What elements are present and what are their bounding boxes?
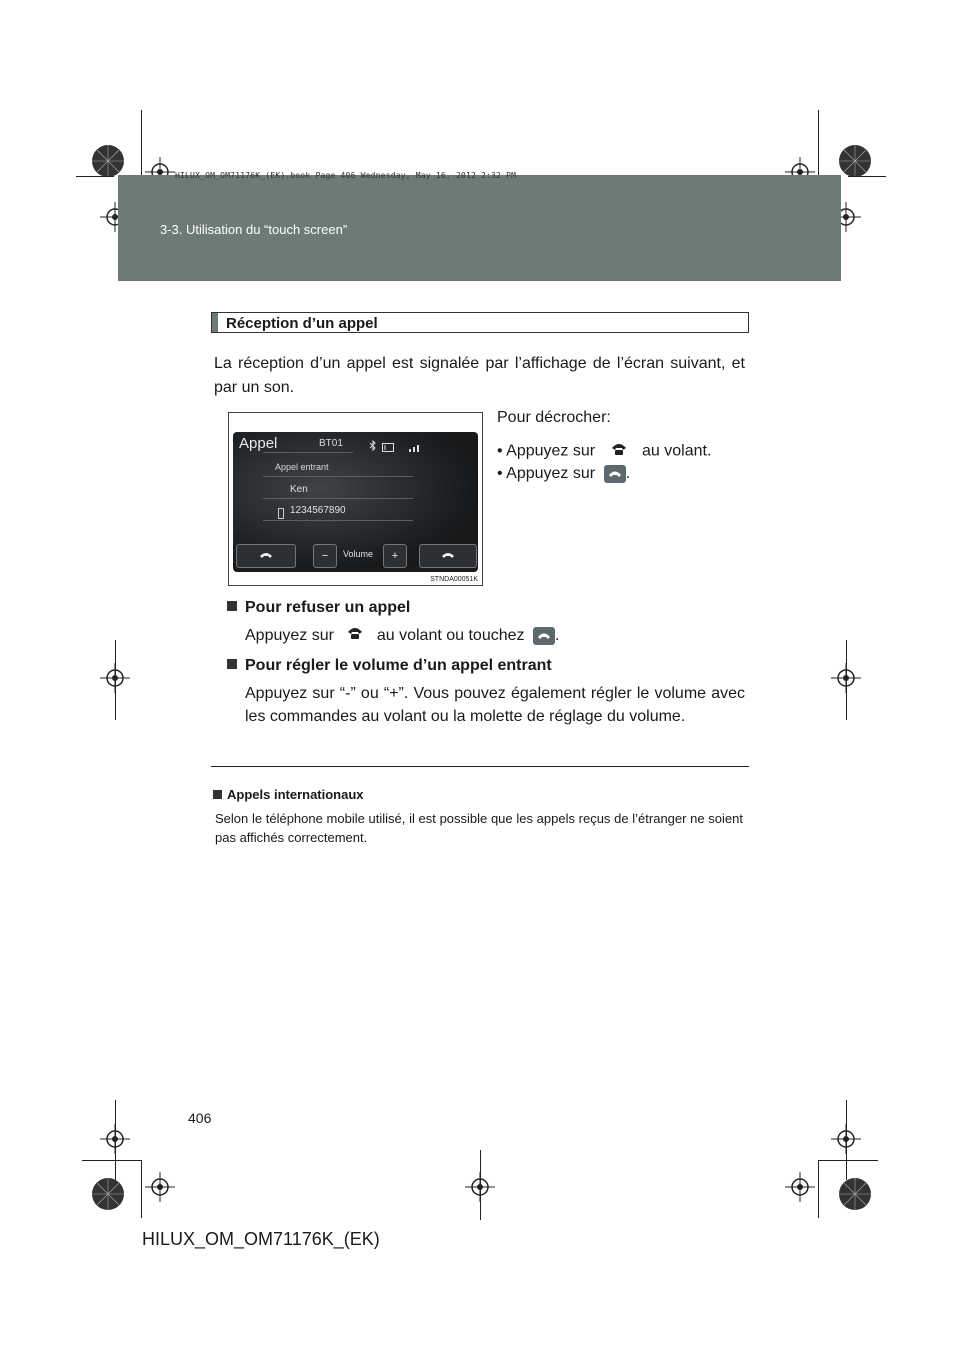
registration-mark-dark-icon [838, 144, 872, 178]
volume-label: Volume [343, 549, 374, 559]
answer-item1-post: au volant. [642, 442, 712, 460]
crop-line [818, 1160, 819, 1218]
crop-line [846, 1100, 847, 1180]
refuse-text-mid: au volant ou touchez [376, 627, 525, 644]
volume-text: Appuyez sur “-” ou “+”. Vous pouvez également régler le volume avec les commandes au volant ou la molette de réglage du volume. [245, 685, 745, 725]
section-label: 3-3. Utilisation du “touch screen” [160, 222, 348, 237]
crop-line [115, 1100, 116, 1180]
section-title: Réception d’un appel [226, 315, 378, 332]
steering-phone-icon [610, 442, 628, 461]
caller-name: Ken [290, 484, 308, 495]
answer-item1-pre: • Appuyez sur [497, 442, 596, 460]
call-screen-illustration [233, 432, 478, 572]
intro-paragraph: La réception d’un appel est signalée par l’affichage de l’écran suivant, et par un son. [214, 355, 745, 396]
device-name: BT01 [319, 438, 343, 449]
screen-title: Appel [239, 435, 278, 452]
screen-divider [263, 476, 413, 477]
note-text: Selon le téléphone mobile utilisé, il est possible que les appels reçus de l’étranger ne soient pas affichés correctement. [215, 811, 743, 845]
signal-strength-icon [408, 439, 422, 457]
figure-code: STNDA00051K [430, 576, 478, 583]
refuse-text [245, 624, 745, 647]
crop-line [818, 1160, 878, 1161]
page-number: 406 [188, 1110, 212, 1126]
screen-divider [263, 498, 413, 499]
registration-mark-dark-icon [91, 144, 125, 178]
footer-code: HILUX_OM_OM71176K_(EK) [142, 1229, 380, 1249]
note-heading: Appels internationaux [213, 787, 364, 802]
phone-decline-icon [441, 551, 455, 561]
title-accent-bar [212, 313, 218, 332]
section-title-box [211, 312, 749, 333]
refuse-text-pre: Appuyez sur [245, 627, 334, 644]
crop-line [141, 1160, 142, 1218]
bullet-square-icon [227, 601, 237, 611]
screen-divider [263, 520, 413, 521]
answer-item2-post: . [625, 465, 631, 483]
figure-frame [228, 412, 483, 586]
crop-line [848, 176, 886, 177]
incoming-call-label: Appel entrant [275, 462, 329, 472]
volume-heading: Pour régler le volume d’un appel entrant [227, 657, 552, 675]
book-info: HILUX_OM_OM71176K_(EK).book Page 406 Wednesday, May 16, 2012 2:32 PM [175, 171, 517, 180]
phone-answer-icon [259, 551, 273, 561]
decline-call-button[interactable] [419, 544, 477, 568]
registration-mark-dark-icon [91, 1177, 125, 1211]
answer-button-icon [604, 465, 626, 483]
crosshair-mark-icon [145, 1172, 175, 1202]
refuse-heading: Pour refuser un appel [227, 599, 410, 617]
steering-hangup-icon [346, 624, 364, 647]
decline-button-icon [533, 627, 555, 645]
crop-line [82, 1160, 142, 1161]
screen-divider [263, 452, 353, 453]
volume-up-button[interactable]: + [383, 544, 407, 568]
divider-rule [211, 766, 749, 767]
answer-item-screen [497, 465, 630, 483]
answer-call-button[interactable] [236, 544, 296, 568]
crop-line [846, 640, 847, 720]
crop-line [480, 1150, 481, 1220]
phone-book-icon [382, 439, 394, 457]
crosshair-mark-icon [785, 1172, 815, 1202]
refuse-text-post: . [554, 627, 560, 644]
mobile-phone-icon [278, 506, 284, 524]
answer-heading: Pour décrocher: [497, 409, 611, 426]
answer-item2-pre: • Appuyez sur [497, 465, 596, 483]
registration-mark-dark-icon [838, 1177, 872, 1211]
volume-down-button[interactable]: − [313, 544, 337, 568]
crop-line [115, 640, 116, 720]
bluetooth-icon [369, 438, 377, 456]
answer-item-steering [497, 442, 711, 461]
crop-line [76, 176, 114, 177]
caller-number: 1234567890 [290, 505, 346, 516]
bullet-square-icon [213, 790, 222, 799]
bullet-square-icon [227, 659, 237, 669]
